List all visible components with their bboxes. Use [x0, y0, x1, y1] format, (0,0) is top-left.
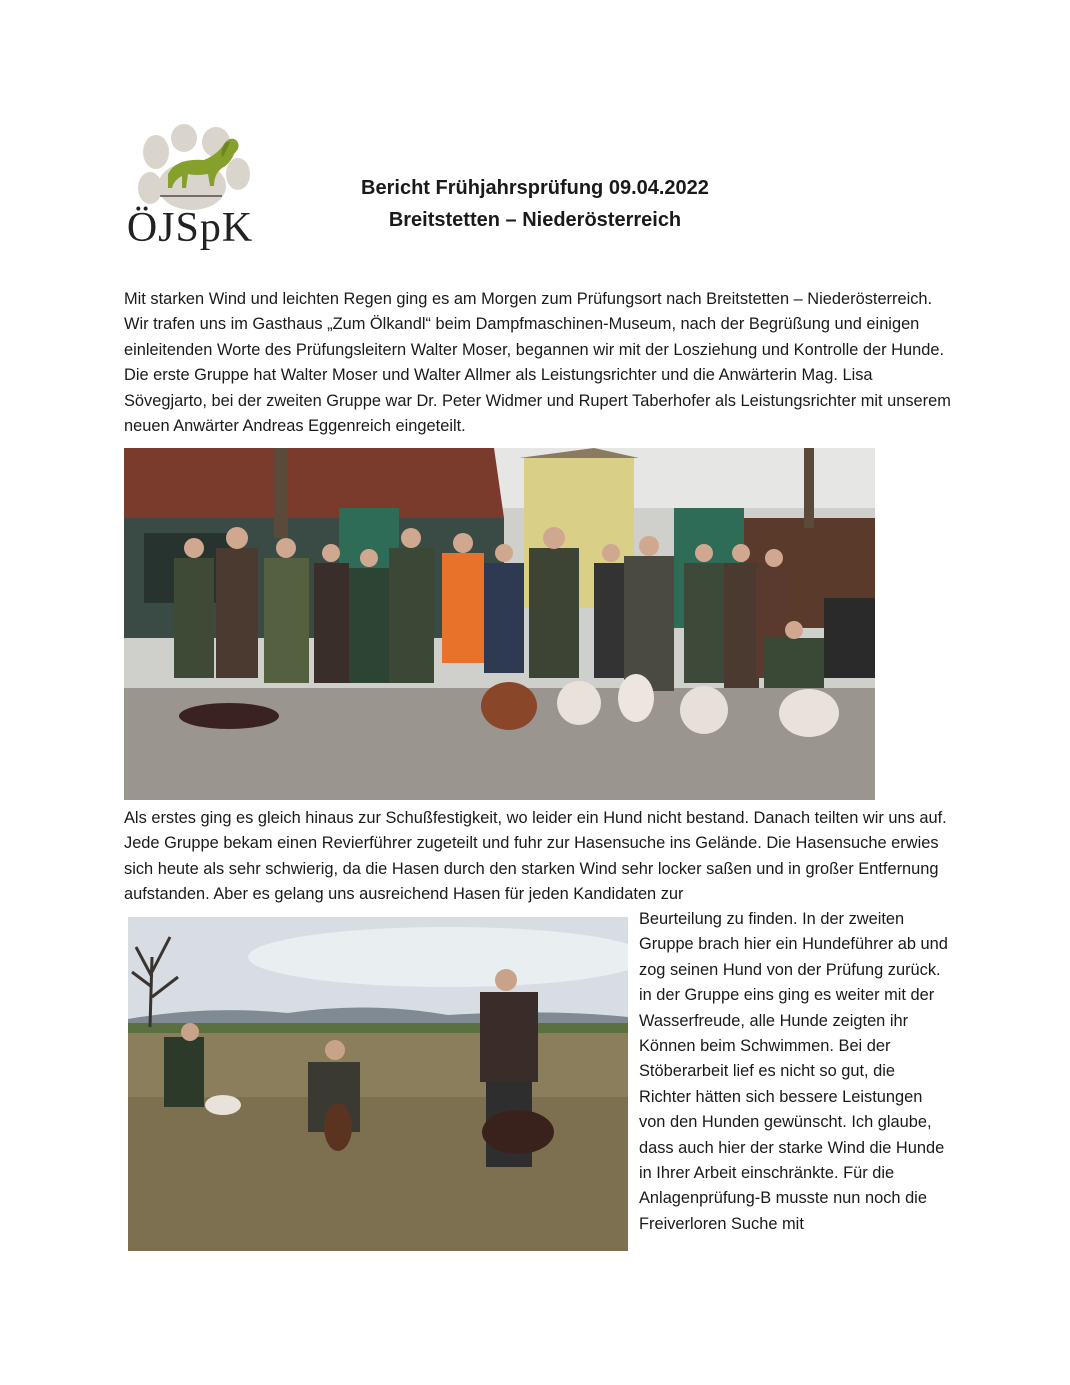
club-logo [126, 124, 254, 252]
page-title [260, 172, 810, 236]
spaniel-paw-logo-icon [126, 124, 254, 214]
title-line-2: Breitstetten – Niederösterreich [388, 209, 682, 231]
group-photo [124, 448, 875, 800]
article-paragraph-1: Mit starken Wind und leichten Regen ging es am Morgen zum Prüfungsort nach Breitstetten – Niederösterreich. Wir trafen uns im Gasthaus „Zum Ölkandl“ beim Dampfmaschinen-Museum, nach der Begrüßung und einigen einleitenden Worte des Prüfungsleitern Walter Moser, begannen wir mit der Losziehung und Kontrolle der Hunde. Die erste Gruppe hat Walter Moser und Walter Allmer als Leistungsrichter und die Anwärterin Mag. Lisa Sövegjarto, bei der zweiten Gruppe war Dr. Peter Widmer und Rupert Taberhofer als Leistungsrichter mit unserem neuen Anwärter Andreas Eggenreich eingeteilt. [124, 290, 951, 436]
article-paragraph-3 [639, 907, 949, 1237]
article-paragraph-3b: in der Gruppe eins ging es weiter mit der Wasserfreude, alle Hunde zeigten ihr Können beim Schwimmen. Bei der Stöberarbeit lief es nicht so gut, die Richter hätten sich bessere Leistungen von den Hunden gewünscht. Ich glaube, dass auch hier der starke Wind die Hunde in Ihrer Arbeit einschränkte. Für die Anlagenprüfung-B musste nun noch die Freiverloren Suche mit [639, 986, 945, 1233]
field-photo [128, 917, 628, 1251]
article-paragraph-2: Als erstes ging es gleich hinaus zur Schußfestigkeit, wo leider ein Hund nicht bestand. Danach teilten wir uns auf. Jede Gruppe bekam einen Revierführer zugeteilt und fuhr zur Hasensuche ins Gelände. Die Hasensuche erwies sich heute als sehr schwierig, da die Hasen durch den starken Wind sehr locker saßen und in großer Entfernung aufstanden. Aber es gelang uns ausreichend Hasen für jeden Kandidaten zur [124, 809, 947, 904]
logo-text: ÖJSpK [126, 205, 254, 251]
article-paragraph-3a: Beurteilung zu finden. In der zweiten Gruppe brach hier ein Hundeführer ab und zog seinen Hund von der Prüfung zurück. [639, 910, 948, 979]
title-line-1: Bericht Frühjahrsprüfung 09.04.2022 [361, 177, 709, 199]
